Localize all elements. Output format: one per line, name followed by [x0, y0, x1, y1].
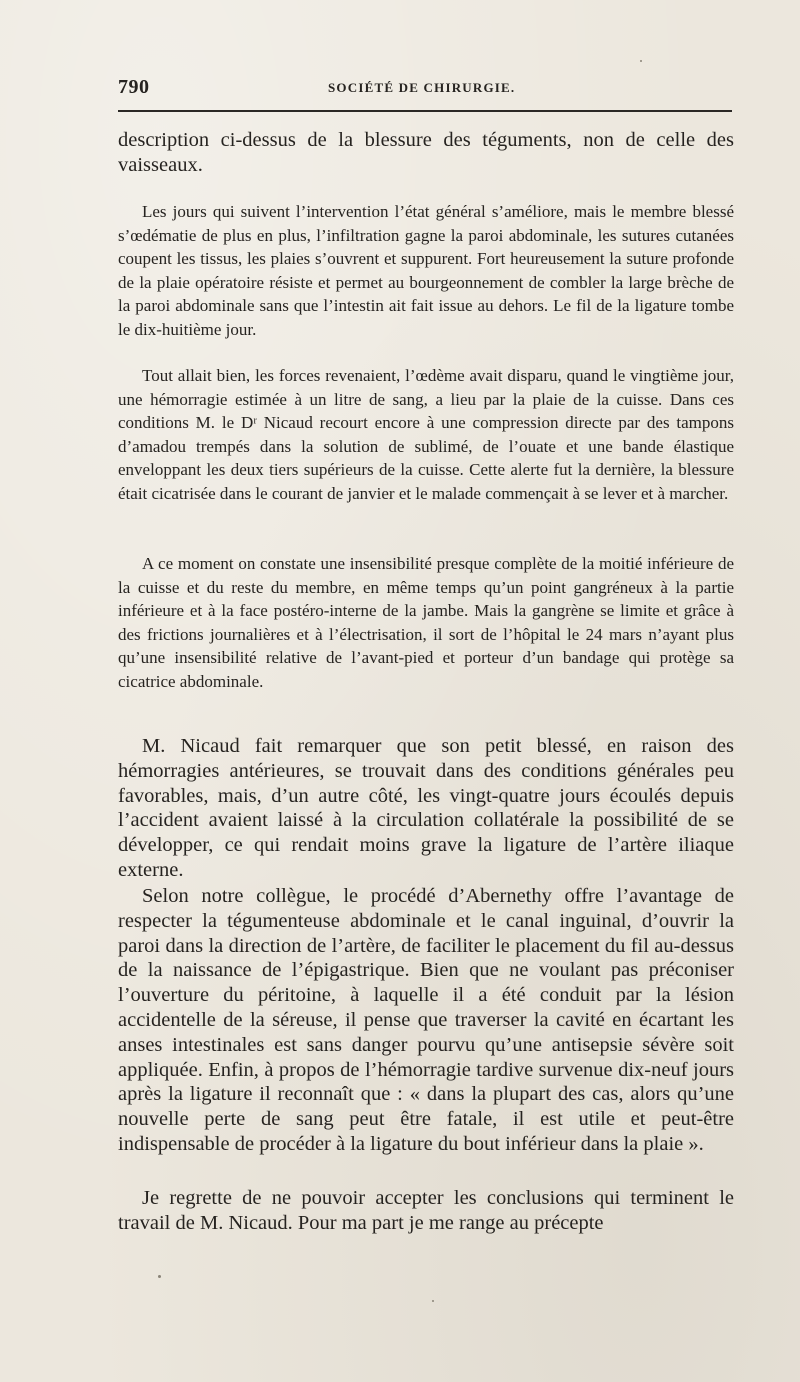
- paper-speck: [432, 1300, 434, 1302]
- header-rule: [118, 110, 732, 112]
- paragraph-author-conclusion: Je regrette de ne pouvoir accepter les conclusions qui terminent le travail de M. Nicaud. Pour ma part je me range au précepte: [118, 1187, 734, 1234]
- paragraph-description-continued: description ci-dessus de la blessure des téguments, non de celle des vaisseaux.: [118, 129, 734, 176]
- page-number: 790: [118, 76, 150, 98]
- paper-speck: [640, 60, 642, 62]
- paragraph-insensibility: A ce moment on constate une insensibilité presque complète de la moitié inférieure de la cuisse et du reste du membre, en même temps qu’un point gangréneux à la partie inférieure et à la face postéro-interne de la jambe. Mais la gangrène se limite et grâce à des frictions journalières et à l’électrisation, il sort de l’hôpital le 24 mars n’ayant plus qu’une insensibilité relative de l’avant-pied et porteur d’un bandage qui protège sa cicatrice abdominale.: [118, 554, 734, 691]
- running-title: SOCIÉTÉ DE CHIRURGIE.: [328, 80, 516, 95]
- paper-speck: [158, 1275, 161, 1278]
- paragraph-post-operative-course: Les jours qui suivent l’intervention l’état général s’améliore, mais le membre blessé s’œdématie de plus en plus, l’infiltration gagne la paroi abdominale, les sutures cutanées coupent les tissus, les plaies s’ouvrent et suppurent. Fort heureusement la suture profonde de la plaie opératoire résiste et permet au bourgeonnement de combler la large brèche de la paroi abdominale sans que l’intestin ait fait issue au dehors. Le fil de la ligature tombe le dix-huitième jour.: [118, 202, 734, 339]
- paragraph-nicaud-remarks: M. Nicaud fait remarquer que son petit blessé, en raison des hémorragies antérieures, se trouvait dans des conditions générales peu favorables, mais, d’un autre côté, les vingt-quatre jours écoulés depuis l’accident avaient laissé à la circulation collatérale la possibilité de se développer, ce qui rendait moins grave la ligature de l’artère iliaque externe.: [118, 735, 734, 881]
- paragraph-late-hemorrhage: Tout allait bien, les forces revenaient, l’œdème avait disparu, quand le vingtième jour, une hémorragie estimée à un litre de sang, a lieu par la plaie de la cuisse. Dans ces conditions M. le Dʳ Nicaud recourt encore à une compression directe par des tampons d’amadou trempés dans la solution de sublimé, de l’ouate et une bande élastique enveloppant les deux tiers supérieurs de la cuisse. Cette alerte fut la dernière, la blessure était cicatrisée dans le courant de janvier et le malade commençait à se lever et à marcher.: [118, 366, 734, 503]
- page-header: [118, 76, 734, 102]
- paragraph-abernethy-procedure: Selon notre collègue, le procédé d’Abernethy offre l’avantage de respecter la tégumenteuse abdominale et le canal inguinal, d’ouvrir la paroi dans la direction de l’artère, de faciliter le placement du fil au-dessus de la naissance de l’épigastrique. Bien que ne voulant pas préconiser l’ouverture du péritoine, à laquelle il a été conduit par la lésion accidentelle de la séreuse, il pense que traverser la cavité en écartant les anses intestinales est sans danger pourvu qu’une antisepsie sévère soit appliquée. Enfin, à propos de l’hémorragie tardive survenue dix-neuf jours après la ligature il reconnaît que : « dans la plupart des cas, alors qu’une nouvelle perte de sang peut être fatale, il est utile et peut-être indispensable de procéder à la ligature du bout inférieur dans la plaie ».: [118, 885, 734, 1155]
